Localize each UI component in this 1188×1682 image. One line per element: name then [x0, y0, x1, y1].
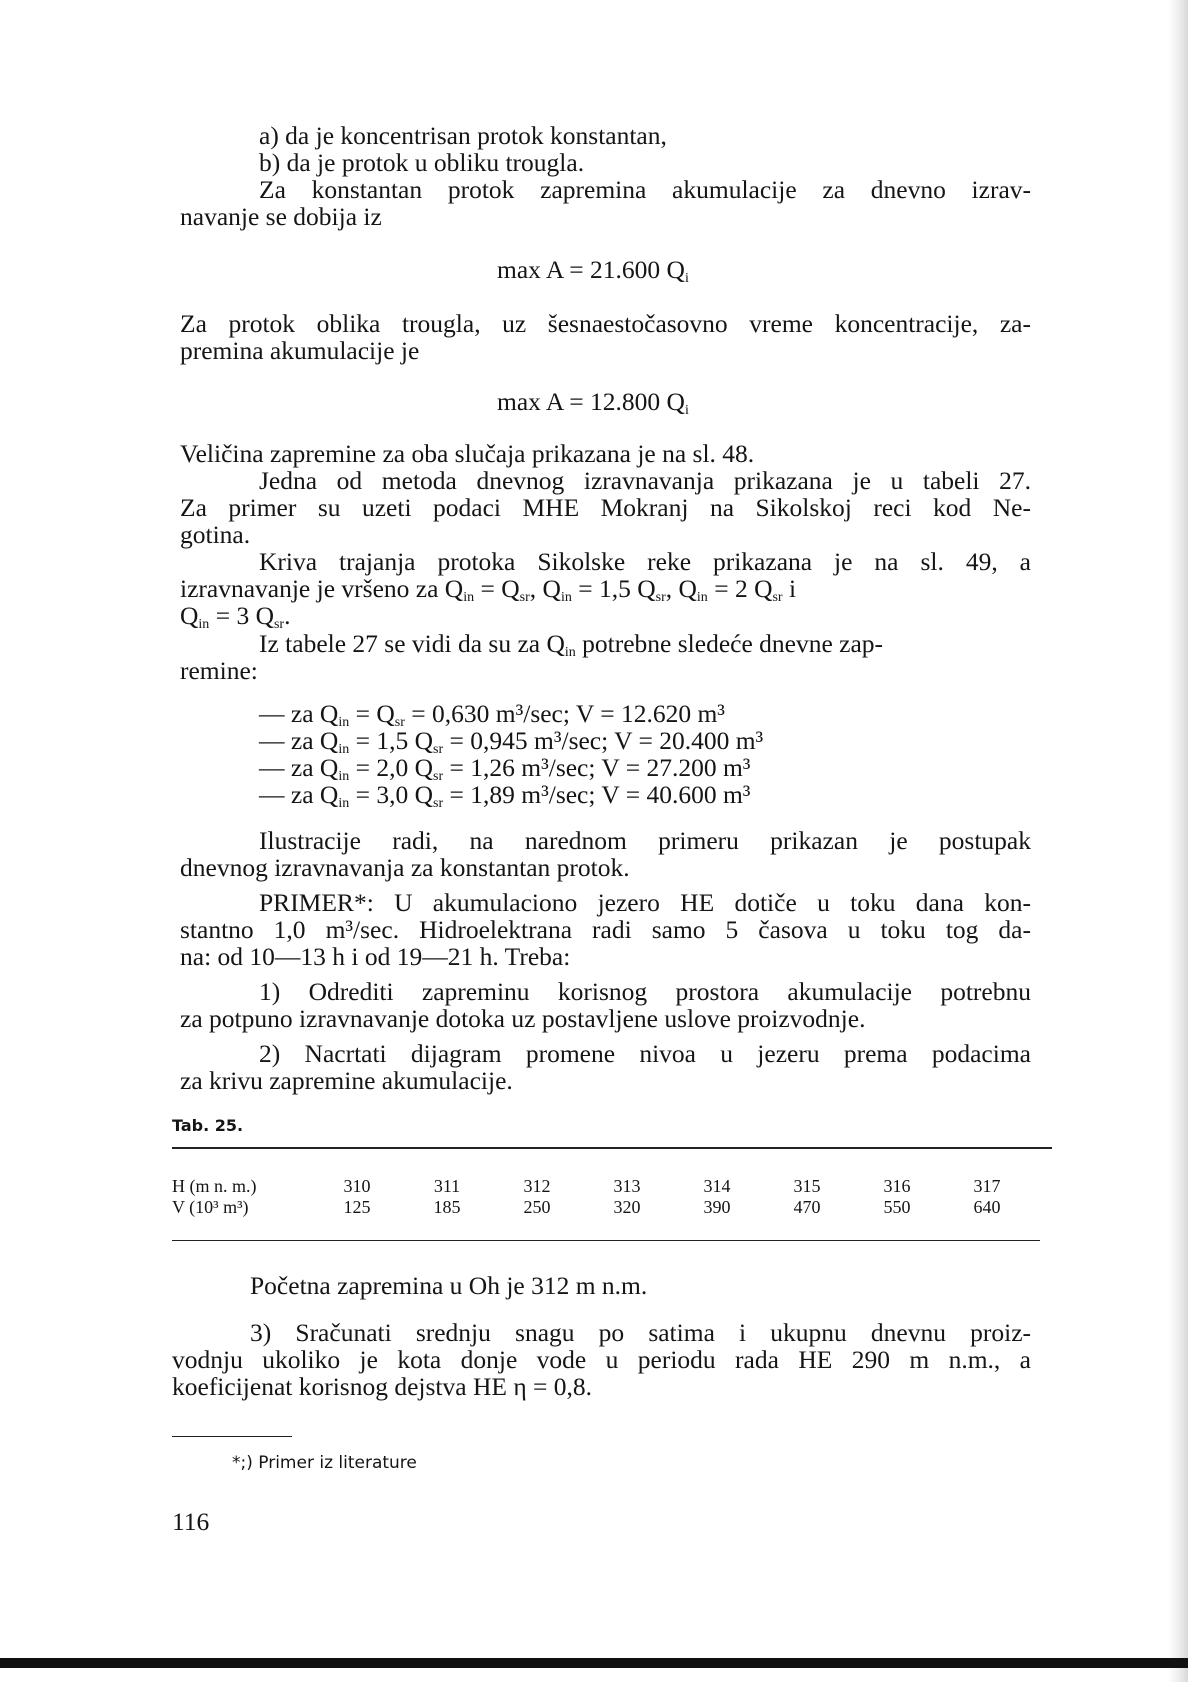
text-line: za potpuno izravnavanje dotoka uz postavljene uslove proizvodnje. [180, 1004, 866, 1033]
list-item: — za $Q_{in} = Q_{sr} = 0,630$ m³/sec; V = 12.620 m³ [259, 699, 725, 730]
equation-max-a-2: max A = 12.800 $Q_i$ [497, 387, 689, 418]
text-line: 3) Sračunati srednju snagu po satima i ukupnu dnevnu proiz- [250, 1318, 1031, 1347]
table-cell: 640 [973, 1197, 1001, 1217]
text-line: koeficijenat korisnog dejstva HE η = 0,8. [172, 1372, 593, 1401]
table-cell: 390 [703, 1197, 731, 1217]
text-line: Početna zapremina u Oh je 312 m n.m. [250, 1271, 648, 1300]
text-line: navanje se dobija iz [180, 202, 382, 231]
text-line: Jedna od metoda dnevnog izravnavanja prikazana je u tabeli 27. [259, 466, 1031, 495]
table-cell: 316 [883, 1176, 911, 1196]
table-cell: 185 [433, 1197, 461, 1217]
row-label-h: H (m n. m.) [172, 1176, 257, 1196]
text-line: Veličina zapremine za oba slučaja prikazana je na sl. 48. [180, 439, 755, 468]
text-line-izravnavanje: izravnavanje je vršeno za $Q_{in} = Q_{sr}$, $Q_{in} = 1,5$ $Q_{sr}$, $Q_{in} = 2$ $Q_{sr}$ i [180, 574, 797, 605]
text-line: a) da je koncentrisan protok konstantan, [259, 121, 667, 150]
text-line: Za protok oblika trougla, uz šesnaestočasovno vreme koncentracije, za- [180, 309, 1031, 338]
table-cell: 315 [793, 1176, 821, 1196]
text-line: Iz tabele 27 se vidi da su za $Q_{in}$ potrebne sledeće dnevne zap- [259, 629, 884, 660]
text-line: 2) Nacrtati dijagram promene nivoa u jezeru prema podacima [259, 1039, 1031, 1068]
table-cell: 550 [883, 1197, 911, 1217]
text-line: premina akumulacije je [180, 336, 420, 365]
text-line: Za primer su uzeti podaci MHE Mokranj na Sikolskoj reci kod Ne- [180, 493, 1031, 522]
table-cell: 313 [613, 1176, 641, 1196]
footnote: *;) Primer iz literature [232, 1453, 417, 1473]
text-line: Ilustracije radi, na narednom primeru prikazan je postupak [259, 826, 1031, 855]
table-cell: 250 [523, 1197, 551, 1217]
text-line: stantno 1,0 m³/sec. Hidroelektrana radi samo 5 časova u toku tog da- [180, 915, 1031, 944]
table-cell: 320 [613, 1197, 641, 1217]
list-item: — za $Q_{in} = 1,5$ $Q_{sr} = 0,945$ m³/sec; V = 20.400 m³ [259, 726, 764, 757]
table-cell: 317 [973, 1176, 1001, 1196]
list-item: — za $Q_{in} = 3,0$ $Q_{sr} = 1,89$ m³/sec; V = 40.600 m³ [259, 780, 751, 811]
volume-table [172, 1176, 1032, 1218]
text-line: 1) Odrediti zapreminu korisnog prostora akumulacije potrebnu [259, 977, 1031, 1006]
text-line: na: od 10—13 h i od 19—21 h. Treba: [180, 942, 571, 971]
scan-bottom-border [0, 1658, 1188, 1668]
text-line: PRIMER*: U akumulaciono jezero HE dotiče u toku dana kon- [259, 888, 1031, 917]
page-number: 116 [172, 1507, 210, 1536]
text-line: Za konstantan protok zapremina akumulacije za dnevno izrav- [259, 175, 1031, 204]
table-cell: 310 [343, 1176, 371, 1196]
table-row [172, 1197, 1032, 1218]
text-line-qin-3: $Q_{in} = 3$ $Q_{sr}$. [180, 601, 291, 632]
text-line: Kriva trajanja protoka Sikolske reke prikazana je na sl. 49, a [259, 547, 1031, 576]
table-cell: 311 [433, 1176, 461, 1196]
list-item: — za $Q_{in} = 2,0$ $Q_{sr} = 1,26$ m³/sec; V = 27.200 m³ [259, 753, 751, 784]
text-line: dnevnog izravnavanja za konstantan protok. [180, 853, 630, 882]
table-cell: 125 [343, 1197, 371, 1217]
table-label: Tab. 25. [172, 1116, 244, 1135]
scan-edge-shadow [1168, 0, 1188, 1682]
table-cell: 314 [703, 1176, 731, 1196]
table-row [172, 1176, 1032, 1197]
equation-max-a-1: max A = 21.600 $Q_i$ [497, 255, 689, 286]
table-cell: 470 [793, 1197, 821, 1217]
text-line: remine: [180, 656, 258, 685]
footnote-rule [172, 1436, 292, 1437]
table-cell: 312 [523, 1176, 551, 1196]
table-bottom-rule [172, 1240, 1040, 1241]
row-label-v: V (10³ m³) [172, 1197, 249, 1217]
table-top-rule [172, 1147, 1052, 1149]
text-line: b) da je protok u obliku trougla. [259, 148, 585, 177]
text-line: gotina. [180, 520, 251, 549]
text-line: vodnju ukoliko je kota donje vode u periodu rada HE 290 m n.m., a [172, 1345, 1031, 1374]
text-line: za krivu zapremine akumulacije. [180, 1066, 513, 1095]
